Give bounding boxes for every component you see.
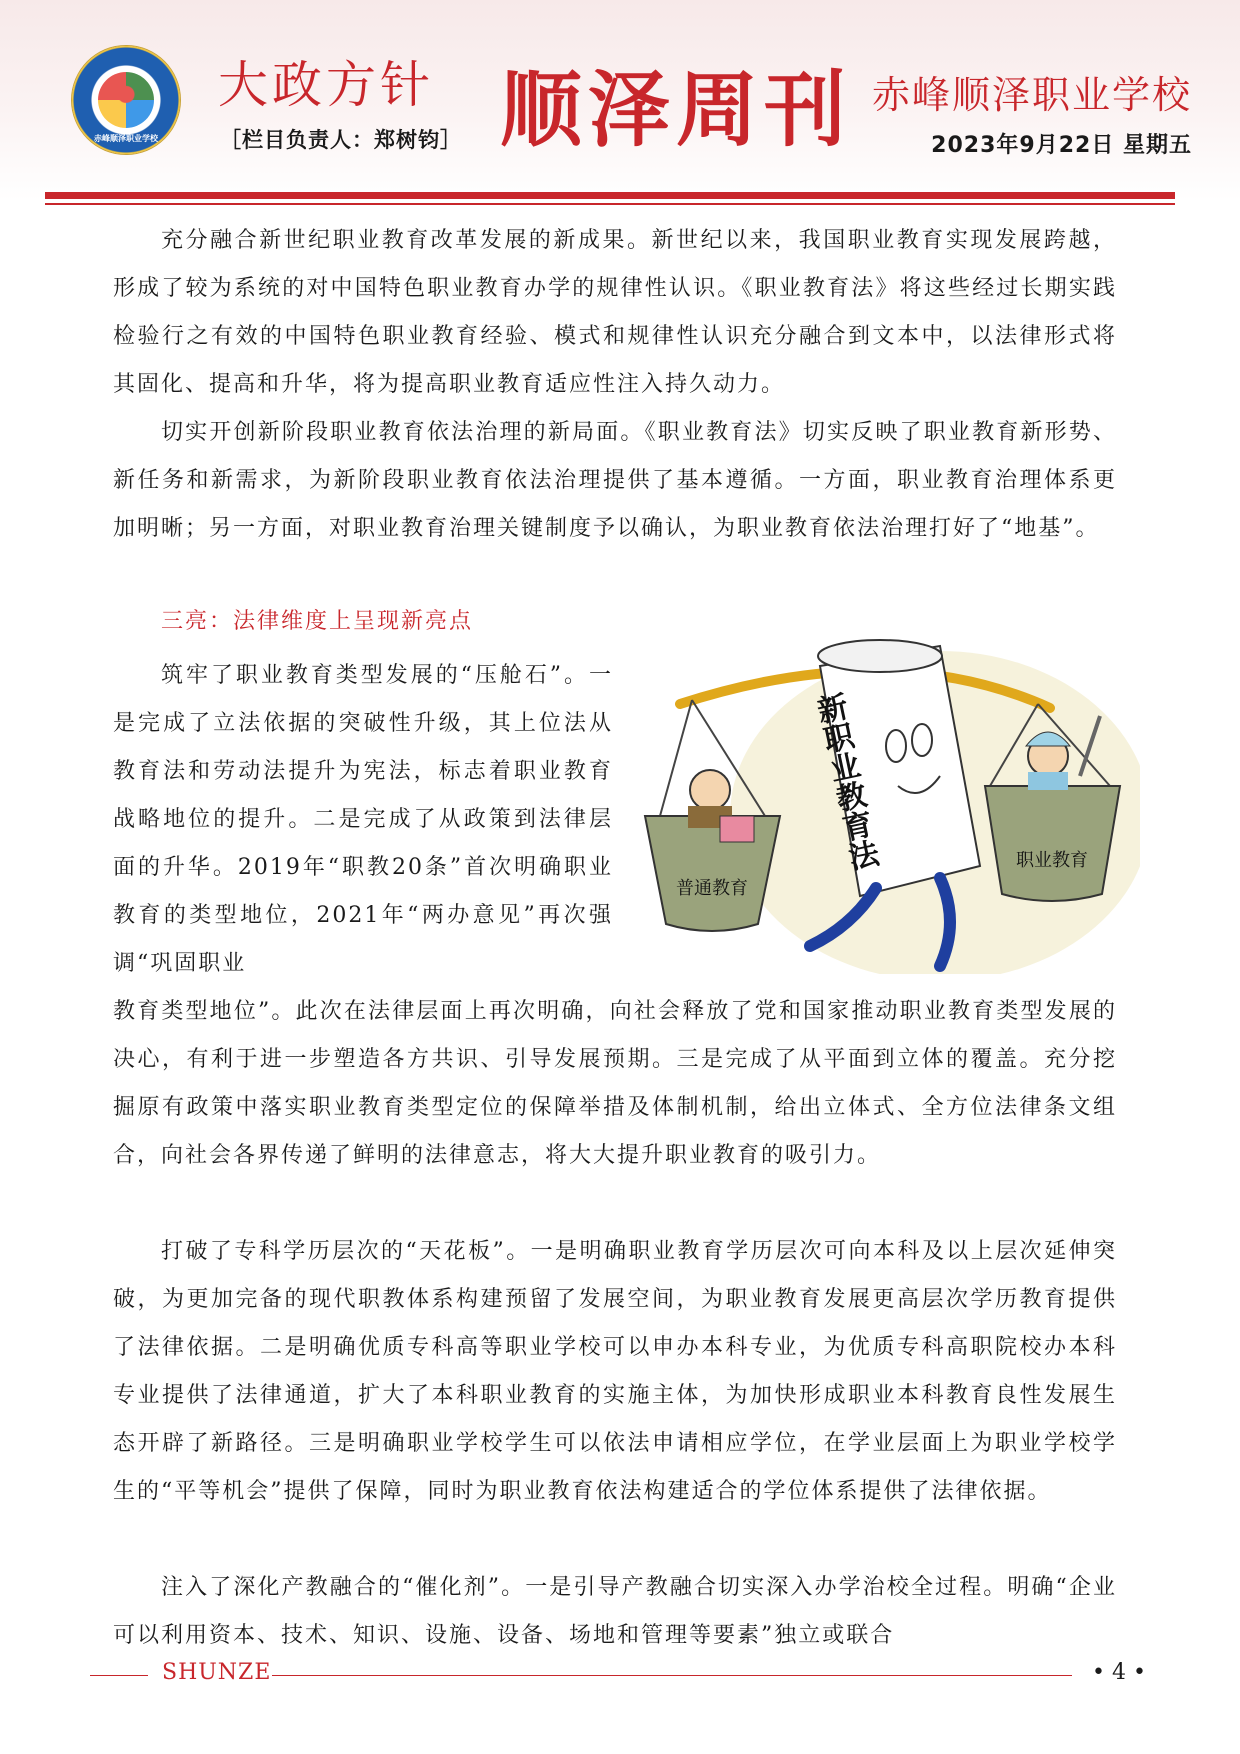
- rope-left-a: [660, 700, 692, 816]
- header-rule-thin: [45, 203, 1175, 205]
- scroll-top: [818, 640, 942, 672]
- section-heading: 三亮：法律维度上呈现新亮点: [161, 609, 474, 634]
- scroll-eye-right: [912, 724, 932, 756]
- left-basket: [645, 816, 780, 931]
- student-head: [690, 770, 730, 810]
- school-logo: [72, 46, 180, 154]
- footer-rule-left: [90, 1675, 148, 1676]
- scroll-label: 新职业教育法: [808, 690, 881, 874]
- worker-body: [1028, 772, 1068, 790]
- school-name: 赤峰顺泽职业学校: [871, 73, 1192, 117]
- logo-emblem-icon: [98, 72, 154, 128]
- right-basket-label: 职业教育: [1016, 850, 1088, 871]
- paragraph-wrapped: 筑牢了职业教育类型发展的“压舱石”。一是完成了立法依据的突破性升级，其上位法从教育法和劳动法提升为宪法，标志着职业教育战略地位的提升。二是完成了从政策到法律层面的升华。2019年“职教20条”首次明确职业教育的类型地位，2021年“两办意见”再次强调“巩固职业: [113, 663, 613, 976]
- paragraph-4: 注入了深化产教融合的“催化剂”。一是引导产教融合切实深入办学治校全过程。明确“企业可以利用资本、技术、知识、设施、设备、场地和管理等要素”独立或联合: [113, 1575, 1117, 1648]
- footer-rule-right: [272, 1675, 1072, 1676]
- right-basket: [985, 786, 1120, 901]
- logo-text: 赤峰顺泽职业学校: [94, 134, 158, 143]
- paragraph-3: 打破了专科学历层次的“天花板”。一是明确职业教育学历层次可向本科及以上层次延伸突破，为更加完备的现代职教体系构建预留了发展空间，为职业教育发展更高层次学历教育提供了法律依据。二是明确优质专科高等职业学校可以申办本科专业，为优质专科高职院校办本科专业提供了法律通道，扩大了本科职业教育的实施主体，为加快形成职业本科教育良性发展生态开辟了新路径。三是明确职业学校学生可以依法申请相应学位，在学业层面上为职业学校学生的“平等机会”提供了保障，同时为职业教育依法构建适合的学位体系提供了法律依据。: [113, 1239, 1117, 1504]
- page-number: • 4 •: [1092, 1660, 1146, 1685]
- paragraph-1: 充分融合新世纪职业教育改革发展的新成果。新世纪以来，我国职业教育实现发展跨越，形成了较为系统的对中国特色职业教育办学的规律性认识。《职业教育法》将这些经过长期实践检验行之有效的中国特色职业教育经验、模式和规律性认识充分融合到文本中，以法律形式将其固化、提高和升华，将为提高职业教育适应性注入持久动力。: [113, 228, 1117, 397]
- paragraph-2: 切实开创新阶段职业教育依法治理的新局面。《职业教育法》切实反映了职业教育新形势、新任务和新需求，为新阶段职业教育依法治理提供了基本遵循。一方面，职业教育治理体系更加明晰；另一方面，对职业教育治理关键制度予以确认，为职业教育依法治理打好了“地基”。: [113, 420, 1117, 541]
- column-editor: ［栏目负责人：郑树钧］: [220, 128, 462, 152]
- student-book: [720, 816, 754, 842]
- paragraph-continued: 教育类型地位”。此次在法律层面上再次明确，向社会释放了党和国家推动职业教育类型发展的决心，有利于进一步塑造各方共识、引导发展预期。三是完成了从平面到立体的覆盖。充分挖掘原有政策中落实职业教育类型定位的保障举措及体制机制，给出立体式、全方位法律条文组合，向社会各界传递了鲜明的法律意志，将大大提升职业教育的吸引力。: [113, 999, 1117, 1168]
- cartoon-illustration: [640, 626, 1140, 974]
- left-basket-label: 普通教育: [676, 878, 748, 899]
- issue-date: 2023年9月22日 星期五: [931, 133, 1192, 158]
- publication-title: 顺泽周刊: [500, 63, 853, 158]
- header-rule-thick: [45, 192, 1175, 199]
- scroll-eye-left: [886, 730, 906, 762]
- masthead: [0, 0, 1240, 200]
- footer-brand: SHUNZE: [162, 1660, 272, 1685]
- column-title: 大政方针: [218, 56, 434, 114]
